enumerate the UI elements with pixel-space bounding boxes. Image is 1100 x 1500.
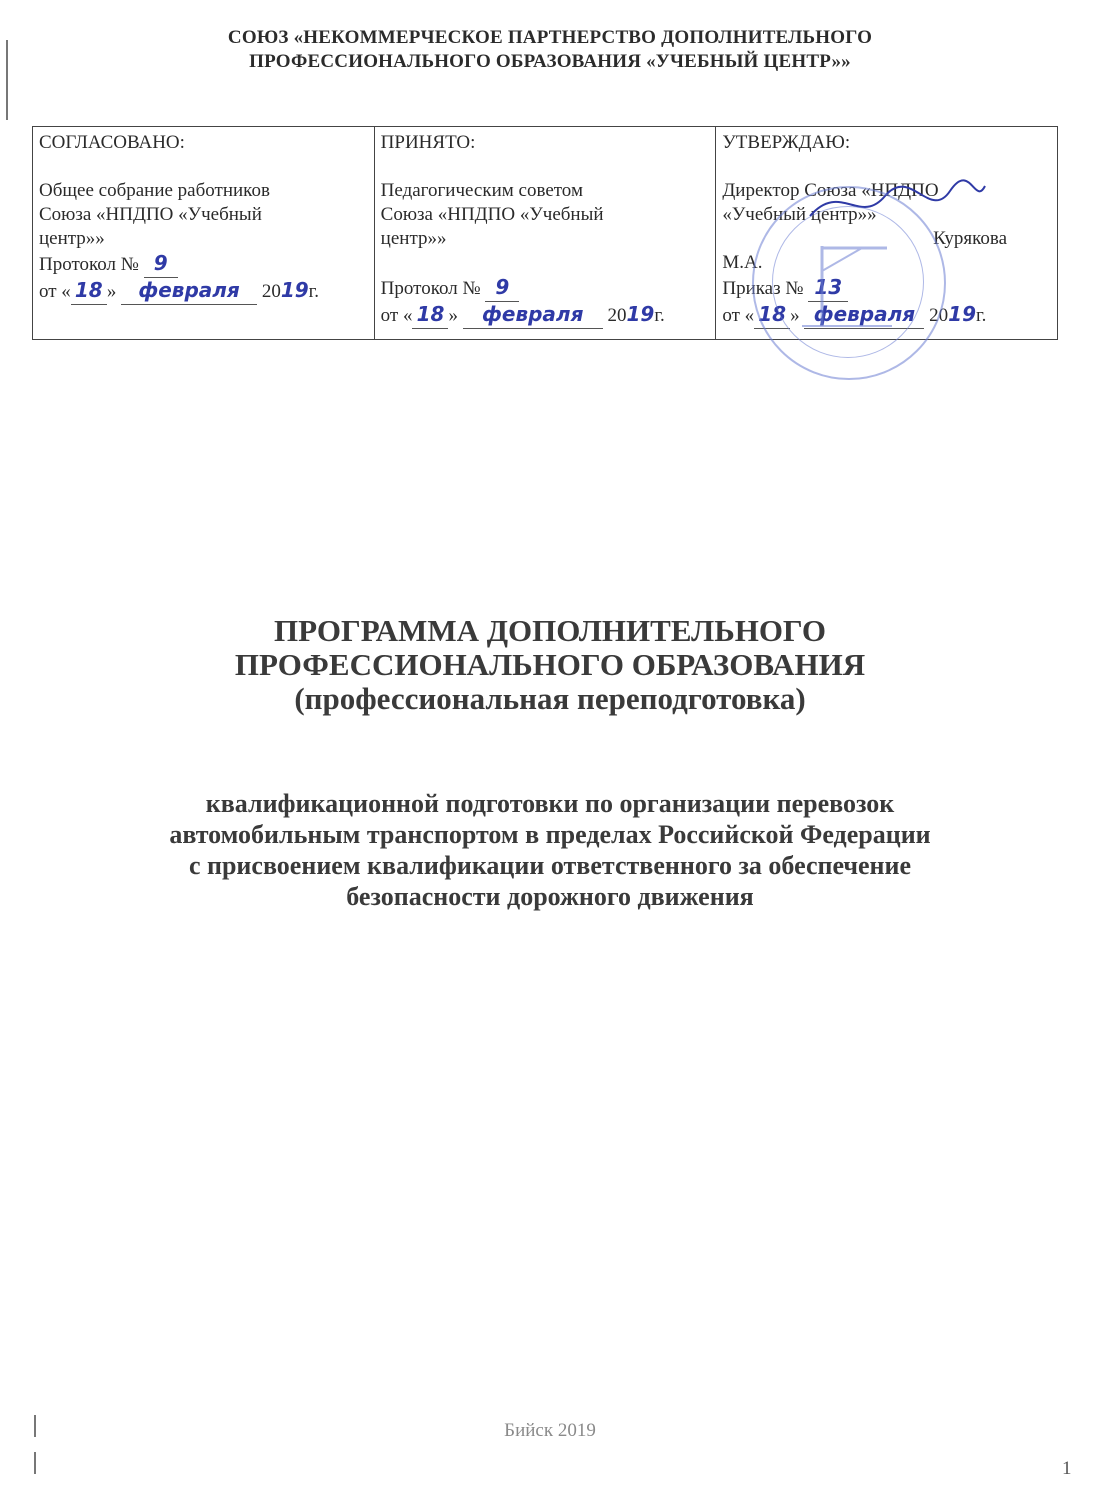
document-title-line-2: ПРОФЕССИОНАЛЬНОГО ОБРАЗОВАНИЯ [234, 647, 866, 682]
approved-body-line-1: Директор Союза «НПДПО [722, 180, 939, 201]
accepted-day: 18 [416, 302, 445, 326]
accepted-body-line-2: Союза «НПДПО «Учебный [380, 204, 604, 225]
accepted-date-line [381, 302, 710, 329]
city-year: Бийск 2019 [504, 1420, 596, 1441]
agreed-day: 18 [74, 278, 103, 302]
agreed-year-prefix: 20 [261, 281, 281, 302]
program-description-line-1: квалификационной подготовки по организации перевозок [205, 789, 895, 818]
accepted-protocol-label: Протокол № [380, 278, 481, 299]
accepted-year-end: г. [654, 305, 665, 326]
organization-header-line-1: СОЮЗ «НЕКОММЕРЧЕСКОЕ ПАРТНЕРСТВО ДОПОЛНИТЕЛЬНОГО [227, 27, 873, 48]
document-title-line-3: (профессиональная переподготовка) [294, 681, 806, 716]
approved-year-end: г. [976, 305, 987, 326]
agreed-year-suffix: 19 [280, 278, 309, 302]
agreed-month-blank [121, 278, 257, 305]
accepted-date-prefix: от « [380, 305, 413, 326]
program-description-line-4: безопасности дорожного движения [346, 882, 754, 911]
scan-edge-mark [34, 1452, 36, 1474]
accepted-body-line-3: центр»» [380, 228, 447, 249]
accepted-cell [374, 127, 716, 339]
approved-order-number: 13 [814, 275, 843, 299]
approved-order-blank [808, 275, 848, 302]
approved-date-mid: » [790, 305, 800, 326]
approved-initials: М.А. [722, 252, 763, 273]
accepted-body-line-1: Педагогическим советом [380, 180, 583, 201]
approved-date-line [722, 302, 1051, 329]
approved-day-blank [754, 302, 790, 329]
signature-scribble [800, 176, 990, 236]
approved-body-line-2: «Учебный центр»» [722, 204, 877, 225]
accepted-month: февраля [482, 302, 584, 326]
accepted-year-suffix: 19 [626, 302, 655, 326]
accepted-date-mid: » [448, 305, 458, 326]
accepted-protocol-line [381, 275, 710, 302]
approved-year-prefix: 20 [929, 305, 949, 326]
accepted-protocol-number: 9 [495, 275, 510, 299]
agreed-date-line [39, 278, 368, 305]
accepted-month-blank [463, 302, 603, 329]
document-title [0, 614, 1100, 716]
agreed-protocol-label: Протокол № [39, 254, 139, 275]
approved-month-blank [804, 302, 924, 329]
approved-order-line [722, 275, 1051, 302]
accepted-day-blank [412, 302, 448, 329]
signature-name: Курякова [933, 228, 1008, 249]
approved-day: 18 [758, 302, 787, 326]
approved-heading: УТВЕРЖДАЮ: [722, 132, 851, 153]
agreed-month: февраля [138, 278, 240, 302]
accepted-protocol-blank [485, 275, 519, 302]
agreed-day-blank [71, 278, 107, 305]
agreed-heading: СОГЛАСОВАНО: [39, 132, 185, 153]
agreed-protocol-blank [144, 251, 178, 278]
organization-header [0, 26, 1100, 74]
page-number: 1 [1062, 1458, 1072, 1479]
agreed-body-line-3: центр»» [39, 228, 105, 249]
agreed-body-line-2: Союза «НПДПО «Учебный [39, 204, 262, 225]
agreed-year-end: г. [308, 281, 320, 302]
approved-order-label: Приказ № [722, 278, 804, 299]
accepted-heading: ПРИНЯТО: [380, 132, 476, 153]
approved-month: февраля [813, 302, 916, 326]
approved-date-prefix: от « [722, 305, 755, 326]
approved-year-suffix: 19 [948, 302, 976, 326]
agreed-cell [33, 127, 374, 339]
accepted-year-prefix: 20 [607, 305, 627, 326]
program-description-line-3: с присвоением квалификации ответственного за обеспечение [188, 851, 912, 880]
agreed-date-mid: » [106, 281, 117, 302]
agreed-date-prefix: от « [39, 281, 71, 302]
agreed-protocol-line [39, 251, 368, 278]
document-title-line-1: ПРОГРАММА ДОПОЛНИТЕЛЬНОГО [274, 613, 826, 648]
agreed-protocol-number: 9 [153, 251, 168, 275]
accepted-spacer [381, 251, 710, 275]
program-description [0, 788, 1100, 912]
agreed-body-line-1: Общее собрание работников [39, 180, 270, 201]
program-description-line-2: автомобильным транспортом в пределах Российской Федерации [169, 820, 931, 849]
organization-header-line-2: ПРОФЕССИОНАЛЬНОГО ОБРАЗОВАНИЯ «УЧЕБНЫЙ ЦЕНТР»» [249, 51, 851, 72]
